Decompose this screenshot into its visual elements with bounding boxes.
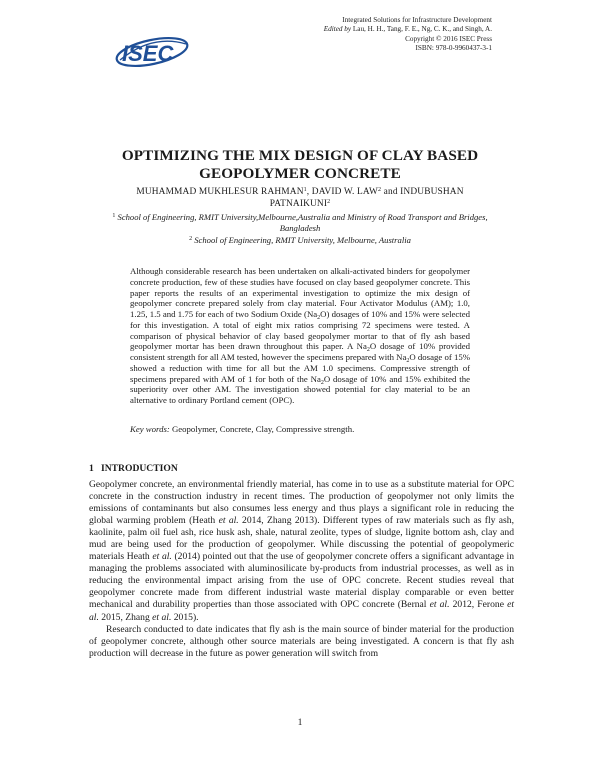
et-al: et al.	[89, 599, 514, 623]
author-2-affil: 2	[378, 187, 382, 193]
subscript: 2	[320, 379, 324, 386]
paper-title	[0, 147, 600, 183]
abstract-text: O dosage of 10% and 15% exhibited the superiority over other AM. The investigation showed potential for clay material to be an alternative to ordinary Portland cement (OPC).	[130, 373, 470, 405]
isec-logo	[112, 30, 190, 74]
affiliation-1-mark: 1	[112, 213, 116, 219]
keywords-label: Key words:	[130, 424, 170, 434]
body-text: (2014) pointed out that the use of geopolymer concrete offers a significant advantage in managing the problems associated with aluminosilicate by-products from industrial processes, as well as in reducing the environmental impact arising from the use of OPC concrete. Recent studies reveal that geopolymer concrete made from different industrial waste material display comparable or even better mechanical and durability properties than those associated with OPC concrete (Bernal	[89, 551, 514, 611]
body-text: 2012, Ferone	[449, 599, 508, 611]
isec-logo-graphic	[112, 30, 190, 74]
title-line-2: GEOPOLYMER CONCRETE	[199, 165, 401, 182]
subscript: 2	[317, 315, 321, 321]
author-1-affil: 1	[303, 187, 307, 193]
abstract	[130, 266, 470, 406]
et-al: et al.	[429, 599, 450, 611]
title-line-1: OPTIMIZING THE MIX DESIGN OF CLAY BASED	[121, 147, 479, 164]
intro-paragraph-1	[89, 479, 514, 624]
publication-header	[324, 16, 492, 54]
abstract-text: O) dosages of 10% and 15% were selected for this investigation. A total of eight mix ratios comprising 72 specimens were tested. A comparison of physical behavior of clay based geopolymer mortar to that of fly ash based geopolymer mortar has been drawn throughout this paper. A Na	[130, 309, 470, 352]
subscript: 2	[406, 358, 410, 364]
affiliation-2	[100, 235, 500, 246]
author-3-affil: 2	[327, 199, 331, 205]
abstract-text: Although considerable research has been undertaken on alkali-activated binders for geopolymer concrete production, few of these studies have focused on clay based geopolymer concrete. This paper reports the results of an experimental investigation to optimize the mix design of geopolymer concrete prepared solely from clay material. Four Activator Modulus (AM); 1.0, 1.25, 1.5 and 1.75 for each of two Sodium Oxide (Na	[130, 266, 470, 319]
abstract-text: O dosage of 15% showed a reduction with time for all but the AM 1.0 specimens. Compressive strength of specimens prepared with AM of 1 for both of the Na	[130, 352, 470, 384]
section-title: INTRODUCTION	[101, 463, 178, 474]
author-2: , DAVID W. LAW	[306, 187, 379, 197]
body-text: Geopolymer concrete, an environmental friendly material, has come in to use as a substitute material for OPC concrete in the construction industry in recent times. The production of geopolymer not only limits the emissions of contaminants but also consumes less energy and thus plays a significant role in reducing the global warming problem (Heath	[89, 479, 514, 527]
header-series: Integrated Solutions for Infrastructure Development	[342, 16, 492, 24]
header-isbn: ISBN: 978-0-9960437-3-1	[415, 44, 492, 53]
intro-paragraph-2: Research conducted to date indicates that fly ash is the main source of binder material for the production of geopolymer concrete, although other source materials are being investigated. A concern is that fly ash production will decrease in the future as power generation will switch from	[89, 623, 514, 659]
edited-by-label: Edited by	[323, 25, 352, 34]
et-al: et al.	[152, 551, 172, 563]
subscript: 2	[366, 347, 370, 354]
keywords-text: Geopolymer, Concrete, Clay, Compressive strength.	[169, 424, 355, 434]
et-al: et al.	[218, 515, 239, 527]
author-list	[110, 186, 490, 210]
page-number: 1	[297, 717, 303, 728]
abstract-text: O dosage of 10% provided consistent strength for all AM tested, however the specimens prepared with Na	[130, 341, 470, 362]
et-al: et al.	[152, 611, 172, 623]
author-3: and INDUBUSHAN PATNAIKUNI	[269, 187, 464, 209]
header-editors	[324, 25, 492, 34]
affiliation-1-text: School of Engineering, RMIT University,Melbourne,Australia and Ministry of Road Transport and Bridges, Bangladesh	[115, 212, 488, 233]
introduction-body	[89, 479, 514, 660]
author-1: MUHAMMAD MUKHLESUR RAHMAN	[136, 187, 304, 197]
logo-text: ISEC	[122, 41, 174, 66]
body-text: 2015).	[171, 611, 199, 623]
body-text: 2015, Zhang	[98, 611, 153, 623]
affiliation-1	[100, 212, 500, 234]
body-text: 2014, Zhang 2013). Different types of raw materials such as fly ash, kaolinite, palm oil fuel ash, rice husk ash, shale, natural zeolite, types of sludge, lignite bottom ash, clay and mud are being used for the production of geopolymer. While discussing the potential of geopolymeric materials Heath	[89, 515, 514, 563]
section-heading	[89, 463, 178, 474]
section-number: 1	[89, 463, 94, 474]
affiliation-2-text: School of Engineering, RMIT University, Melbourne, Australia	[192, 235, 411, 245]
affiliation-2-mark: 2	[189, 236, 193, 242]
keywords	[130, 424, 470, 435]
header-copyright: Copyright © 2016 ISEC Press	[405, 34, 492, 43]
editor-names: Lau, H. H., Tang, F. E., Ng, C. K., and Singh, A.	[352, 25, 492, 34]
